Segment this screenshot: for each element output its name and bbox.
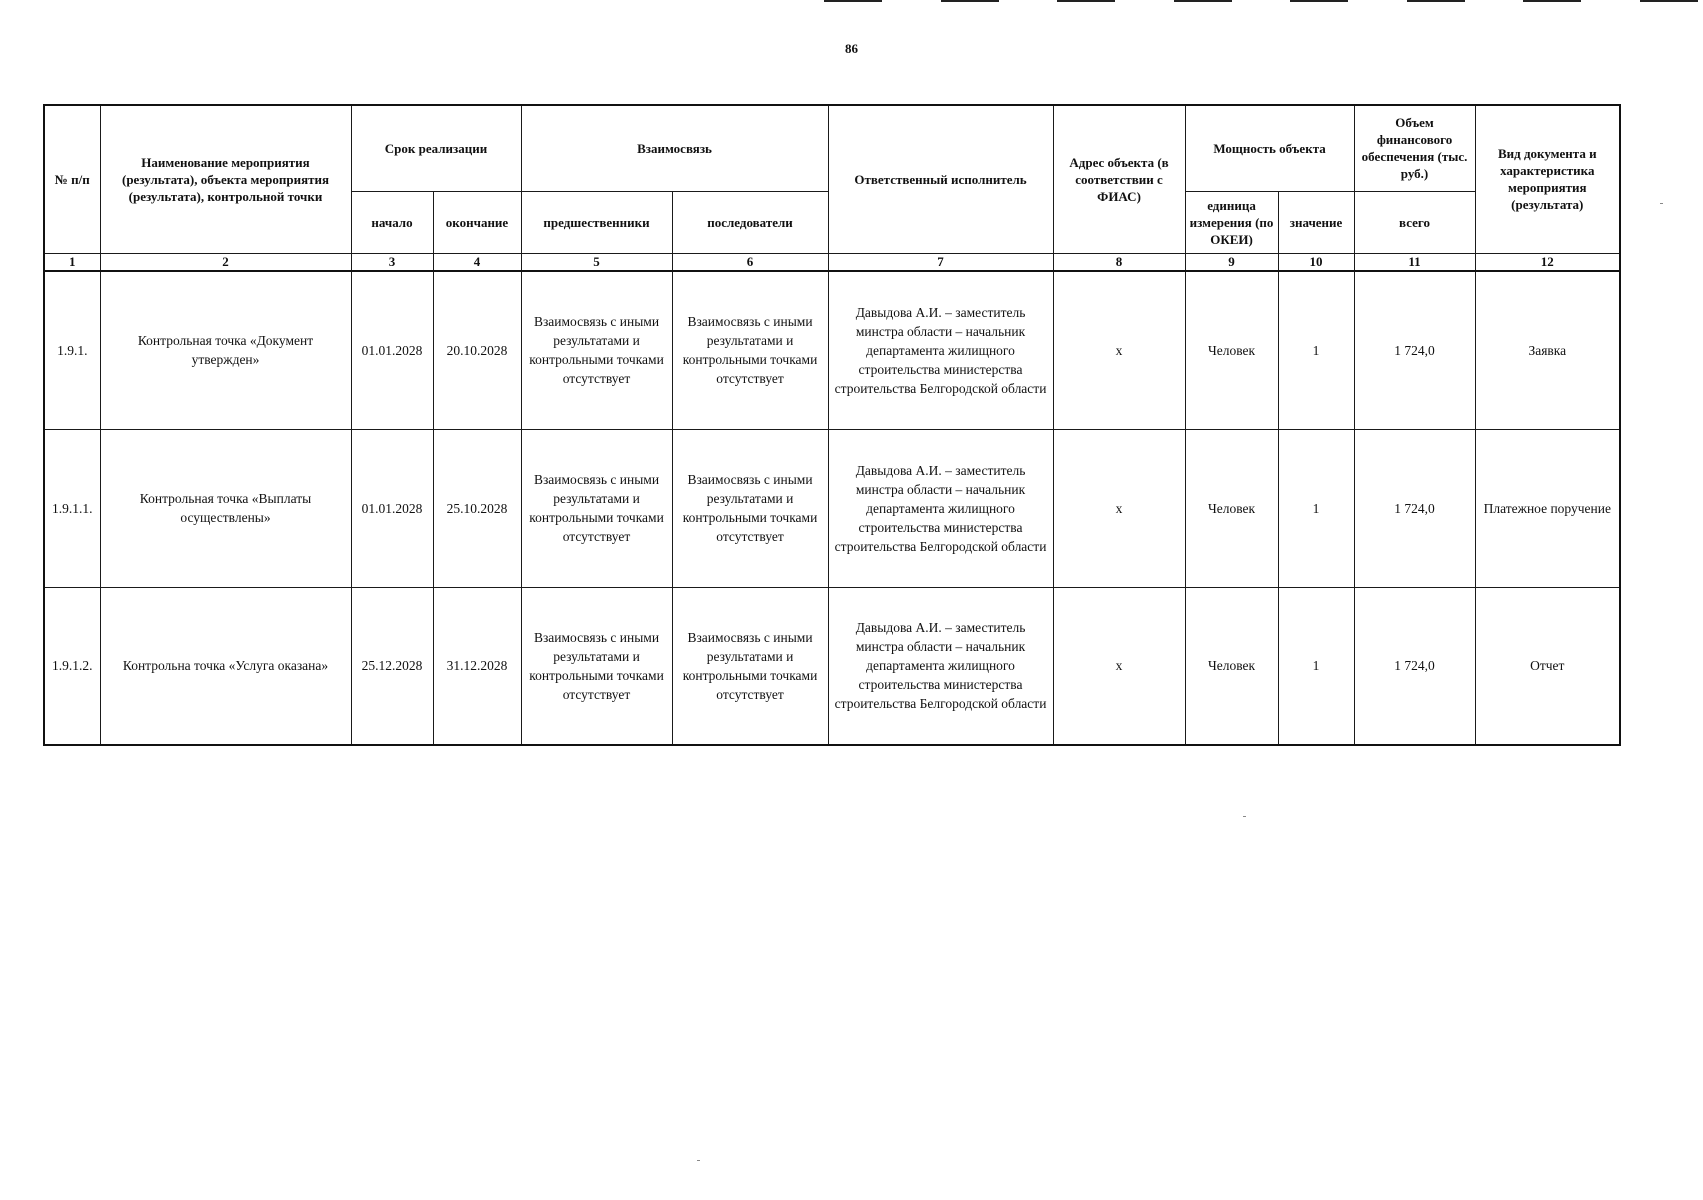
column-number: 12 <box>1475 253 1620 271</box>
row-doc: Заявка <box>1475 271 1620 429</box>
scan-edge-dashes <box>820 0 1703 4</box>
row-responsible: Давыдова А.И. – заместитель минстра области – начальник департамента жилищного строительства министерства строительства Белгородской области <box>828 587 1053 745</box>
table-row <box>44 271 1620 429</box>
column-number: 2 <box>100 253 351 271</box>
table-row <box>44 587 1620 745</box>
column-number: 9 <box>1185 253 1278 271</box>
header-num: № п/п <box>44 105 100 253</box>
row-num: 1.9.1.2. <box>44 587 100 745</box>
row-value: 1 <box>1278 587 1354 745</box>
header-relation: Взаимосвязь <box>521 105 828 191</box>
page-number: 86 <box>845 41 858 56</box>
scan-speck <box>1660 203 1663 204</box>
row-value: 1 <box>1278 271 1354 429</box>
column-number: 6 <box>672 253 828 271</box>
header-value: значение <box>1278 191 1354 253</box>
header-name: Наименование мероприятия (результата), объекта мероприятия (результата), контрольной точки <box>100 105 351 253</box>
row-start: 25.12.2028 <box>351 587 433 745</box>
row-total: 1 724,0 <box>1354 587 1475 745</box>
row-address: х <box>1053 429 1185 587</box>
row-name: Контрольная точка «Выплаты осуществлены» <box>100 429 351 587</box>
row-end: 25.10.2028 <box>433 429 521 587</box>
row-value: 1 <box>1278 429 1354 587</box>
header-term-end: окончание <box>433 191 521 253</box>
header-finance-total: всего <box>1354 191 1475 253</box>
row-successors: Взаимосвязь с иными результатами и контрольными точками отсутствует <box>672 587 828 745</box>
header-doc: Вид документа и характеристика мероприятия (результата) <box>1475 105 1620 253</box>
row-responsible: Давыдова А.И. – заместитель минстра области – начальник департамента жилищного строительства министерства строительства Белгородской области <box>828 429 1053 587</box>
row-end: 20.10.2028 <box>433 271 521 429</box>
table-row <box>44 429 1620 587</box>
header-row-top <box>44 105 1620 191</box>
plan-table <box>43 104 1621 746</box>
header-capacity: Мощность объекта <box>1185 105 1354 191</box>
scan-speck <box>697 1160 700 1161</box>
row-predecessors: Взаимосвязь с иными результатами и контрольными точками отсутствует <box>521 429 672 587</box>
row-start: 01.01.2028 <box>351 271 433 429</box>
header-predecessors: предшественники <box>521 191 672 253</box>
row-num: 1.9.1. <box>44 271 100 429</box>
header-unit: единица измерения (по ОКЕИ) <box>1185 191 1278 253</box>
column-number: 8 <box>1053 253 1185 271</box>
row-address: х <box>1053 271 1185 429</box>
row-num: 1.9.1.1. <box>44 429 100 587</box>
column-number: 5 <box>521 253 672 271</box>
row-total: 1 724,0 <box>1354 429 1475 587</box>
header-finance: Объем финансового обеспечения (тыс. руб.) <box>1354 105 1475 191</box>
column-number: 4 <box>433 253 521 271</box>
header-successors: последователи <box>672 191 828 253</box>
header-address: Адрес объекта (в соответствии с ФИАС) <box>1053 105 1185 253</box>
row-name: Контрольна точка «Услуга оказана» <box>100 587 351 745</box>
row-doc: Отчет <box>1475 587 1620 745</box>
row-successors: Взаимосвязь с иными результатами и контрольными точками отсутствует <box>672 429 828 587</box>
row-unit: Человек <box>1185 271 1278 429</box>
header-responsible: Ответственный исполнитель <box>828 105 1053 253</box>
column-number-row <box>44 253 1620 271</box>
row-predecessors: Взаимосвязь с иными результатами и контрольными точками отсутствует <box>521 271 672 429</box>
header-term-start: начало <box>351 191 433 253</box>
row-end: 31.12.2028 <box>433 587 521 745</box>
column-number: 11 <box>1354 253 1475 271</box>
column-number: 10 <box>1278 253 1354 271</box>
column-number: 7 <box>828 253 1053 271</box>
row-total: 1 724,0 <box>1354 271 1475 429</box>
scan-speck <box>1243 816 1246 817</box>
column-number: 1 <box>44 253 100 271</box>
row-start: 01.01.2028 <box>351 429 433 587</box>
row-responsible: Давыдова А.И. – заместитель минстра области – начальник департамента жилищного строительства министерства строительства Белгородской области <box>828 271 1053 429</box>
row-name: Контрольная точка «Документ утвержден» <box>100 271 351 429</box>
row-successors: Взаимосвязь с иными результатами и контрольными точками отсутствует <box>672 271 828 429</box>
row-address: х <box>1053 587 1185 745</box>
row-unit: Человек <box>1185 429 1278 587</box>
column-number: 3 <box>351 253 433 271</box>
row-doc: Платежное поручение <box>1475 429 1620 587</box>
header-term: Срок реализации <box>351 105 521 191</box>
row-predecessors: Взаимосвязь с иными результатами и контрольными точками отсутствует <box>521 587 672 745</box>
row-unit: Человек <box>1185 587 1278 745</box>
